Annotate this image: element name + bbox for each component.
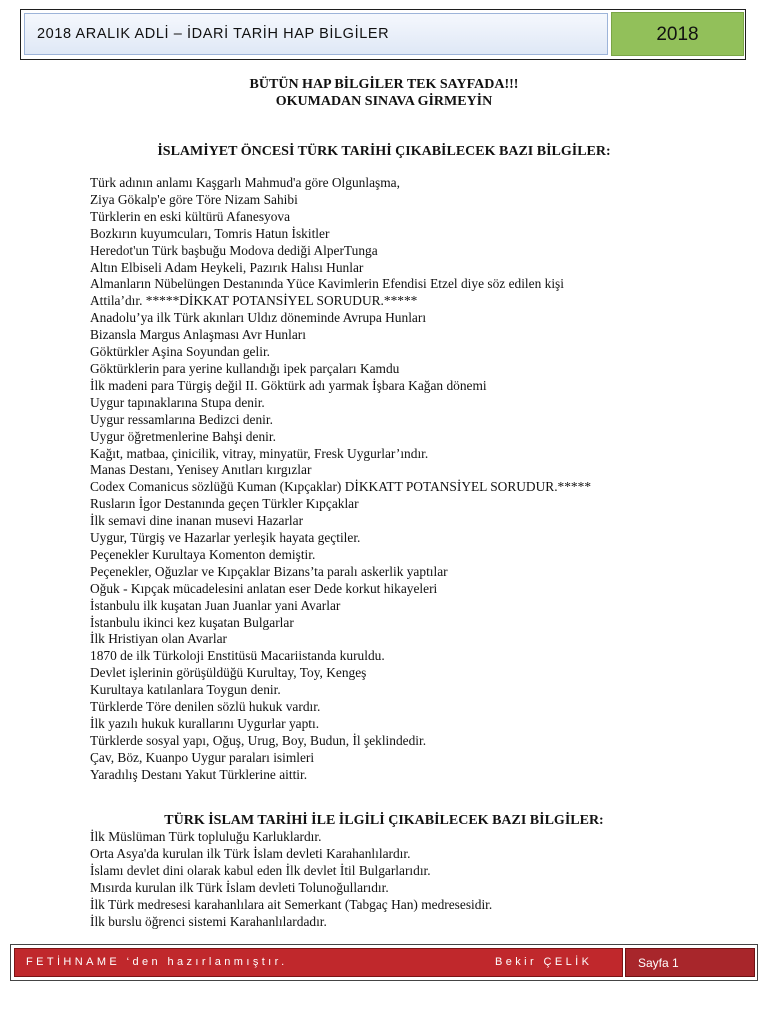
text-line: Kağıt, matbaa, çinicilik, vitray, minyatür, Fresk Uygurlar’ındır. bbox=[90, 445, 429, 461]
footer-page-box bbox=[625, 948, 755, 977]
text-line: Uygur öğretmenlerine Bahşi denir. bbox=[90, 428, 276, 444]
header-title-box bbox=[24, 13, 608, 55]
text-line: Türklerde sosyal yapı, Oğuş, Urug, Boy, Budun, İl şeklindedir. bbox=[90, 732, 427, 748]
footer-source-text: FETİHNAME ‘den hazırlanmıştır. bbox=[26, 956, 288, 968]
text-line: Rusların İgor Destanında geçen Türkler Kıpçaklar bbox=[90, 496, 359, 512]
text-line: Mısırda kurulan ilk Türk İslam devleti Tolunoğullarıdır. bbox=[90, 879, 389, 895]
footer-bar bbox=[14, 948, 623, 977]
text-line: Peçenekler, Oğuzlar ve Kıpçaklar Bizans’ta paralı askerlik yaptılar bbox=[90, 563, 448, 579]
text-line: Orta Asya'da kurulan ilk Türk İslam devleti Karahanlılardır. bbox=[90, 845, 411, 861]
text-line: Manas Destanı, Yenisey Anıtları kırgızlar bbox=[90, 462, 312, 478]
page-footer bbox=[10, 944, 758, 981]
section-2-title: TÜRK İSLAM TARİHİ İLE İLGİLİ ÇIKABİLECEK BAZI BİLGİLER: bbox=[164, 813, 604, 828]
text-line: Ziya Gökalp'e göre Töre Nizam Sahibi bbox=[90, 191, 298, 207]
section-1-title: İSLAMİYET ÖNCESİ TÜRK TARİHİ ÇIKABİLECEK BAZI BİLGİLER: bbox=[157, 144, 611, 159]
page-header bbox=[20, 9, 746, 60]
text-line: İlk madeni para Türgiş değil II. Göktürk adı yarmak İşbara Kağan dönemi bbox=[90, 377, 487, 393]
text-line: Uygur tapınaklarına Stupa denir. bbox=[90, 394, 265, 410]
text-line: Attila’dır. *****DİKKAT POTANSİYEL SORUDUR.***** bbox=[90, 293, 418, 309]
text-line: İslamı devlet dini olarak kabul eden İlk devlet İtil Bulgarlarıdır. bbox=[90, 862, 431, 878]
text-line: İlk Hristiyan olan Avarlar bbox=[90, 631, 227, 647]
section-1-list bbox=[90, 175, 750, 784]
text-line: Peçenekler Kurultaya Komenton demiştir. bbox=[90, 546, 316, 562]
text-line: Bizansla Margus Anlaşması Avr Hunları bbox=[90, 327, 306, 343]
header-title: 2018 ARALIK ADLİ – İDARİ TARİH HAP BİLGİLER bbox=[37, 26, 390, 42]
intro-heading bbox=[0, 76, 768, 110]
text-line: İlk burslu öğrenci sistemi Karahanlılardadır. bbox=[90, 913, 327, 929]
text-line: Türk adının anlamı Kaşgarlı Mahmud'a göre Olgunlaşma, bbox=[90, 175, 400, 190]
text-line: Altın Elbiseli Adam Heykeli, Pazırık Halısı Hunlar bbox=[90, 259, 364, 275]
text-line: Türklerde Töre denilen sözlü hukuk vardır. bbox=[90, 699, 321, 715]
text-line: İlk Türk medresesi karahanlılara ait Semerkant (Tabgaç Han) medresesidir. bbox=[90, 896, 493, 912]
footer-author: Bekir ÇELİK bbox=[495, 956, 593, 968]
intro-line-2: OKUMADAN SINAVA GİRMEYİN bbox=[275, 94, 493, 109]
text-line: İlk yazılı hukuk kurallarını Uygurlar yaptı. bbox=[90, 716, 320, 731]
text-line: Çav, Böz, Kuanpo Uygur paraları isimleri bbox=[90, 749, 315, 765]
text-line: Uygur, Türgiş ve Hazarlar yerleşik hayata geçtiler. bbox=[90, 530, 361, 546]
text-line: Uygur ressamlarına Bedizci denir. bbox=[90, 411, 273, 427]
page-number: Sayfa 1 bbox=[638, 956, 679, 970]
intro-line-1: BÜTÜN HAP BİLGİLER TEK SAYFADA!!! bbox=[249, 77, 519, 92]
text-line: Bozkırın kuyumcuları, Tomris Hatun İskitler bbox=[90, 225, 330, 241]
text-line: İlk Müslüman Türk topluluğu Karluklardır. bbox=[90, 829, 322, 844]
text-line: Almanların Nübelüngen Destanında Yüce Kavimlerin Efendisi Etzel diye söz edilen kişi bbox=[90, 276, 564, 292]
text-line: Göktürklerin para yerine kullandığı ipek parçaları Kamdu bbox=[90, 360, 400, 376]
text-line: İstanbulu ikinci kez kuşatan Bulgarlar bbox=[90, 614, 294, 630]
text-line: Heredot'un Türk başbuğu Modova dediği AlperTunga bbox=[90, 242, 378, 258]
text-line: Yaradılış Destanı Yakut Türklerine aittir. bbox=[90, 766, 308, 782]
header-year-box bbox=[611, 12, 744, 56]
text-line: Devlet işlerinin görüşüldüğü Kurultay, Toy, Kengeş bbox=[90, 665, 367, 681]
text-line: Oğuk - Kıpçak mücadelesini anlatan eser Dede korkut hikayeleri bbox=[90, 580, 438, 596]
text-line: Codex Comanicus sözlüğü Kuman (Kıpçaklar) DİKKATT POTANSİYEL SORUDUR.***** bbox=[90, 479, 592, 495]
text-line: Kurultaya katılanlara Toygun denir. bbox=[90, 682, 281, 698]
text-line: Türklerin en eski kültürü Afanesyova bbox=[90, 208, 291, 224]
text-line: İlk semavi dine inanan musevi Hazarlar bbox=[90, 513, 304, 529]
section-2-list bbox=[90, 829, 750, 930]
text-line: Anadolu’ya ilk Türk akınları Uldız döneminde Avrupa Hunları bbox=[90, 310, 427, 326]
text-line: Göktürkler Aşina Soyundan gelir. bbox=[90, 344, 271, 360]
header-year: 2018 bbox=[656, 24, 699, 45]
text-line: 1870 de ilk Türkoloji Enstitüsü Macariistanda kuruldu. bbox=[90, 648, 385, 664]
text-line: İstanbulu ilk kuşatan Juan Juanlar yani Avarlar bbox=[90, 597, 341, 613]
